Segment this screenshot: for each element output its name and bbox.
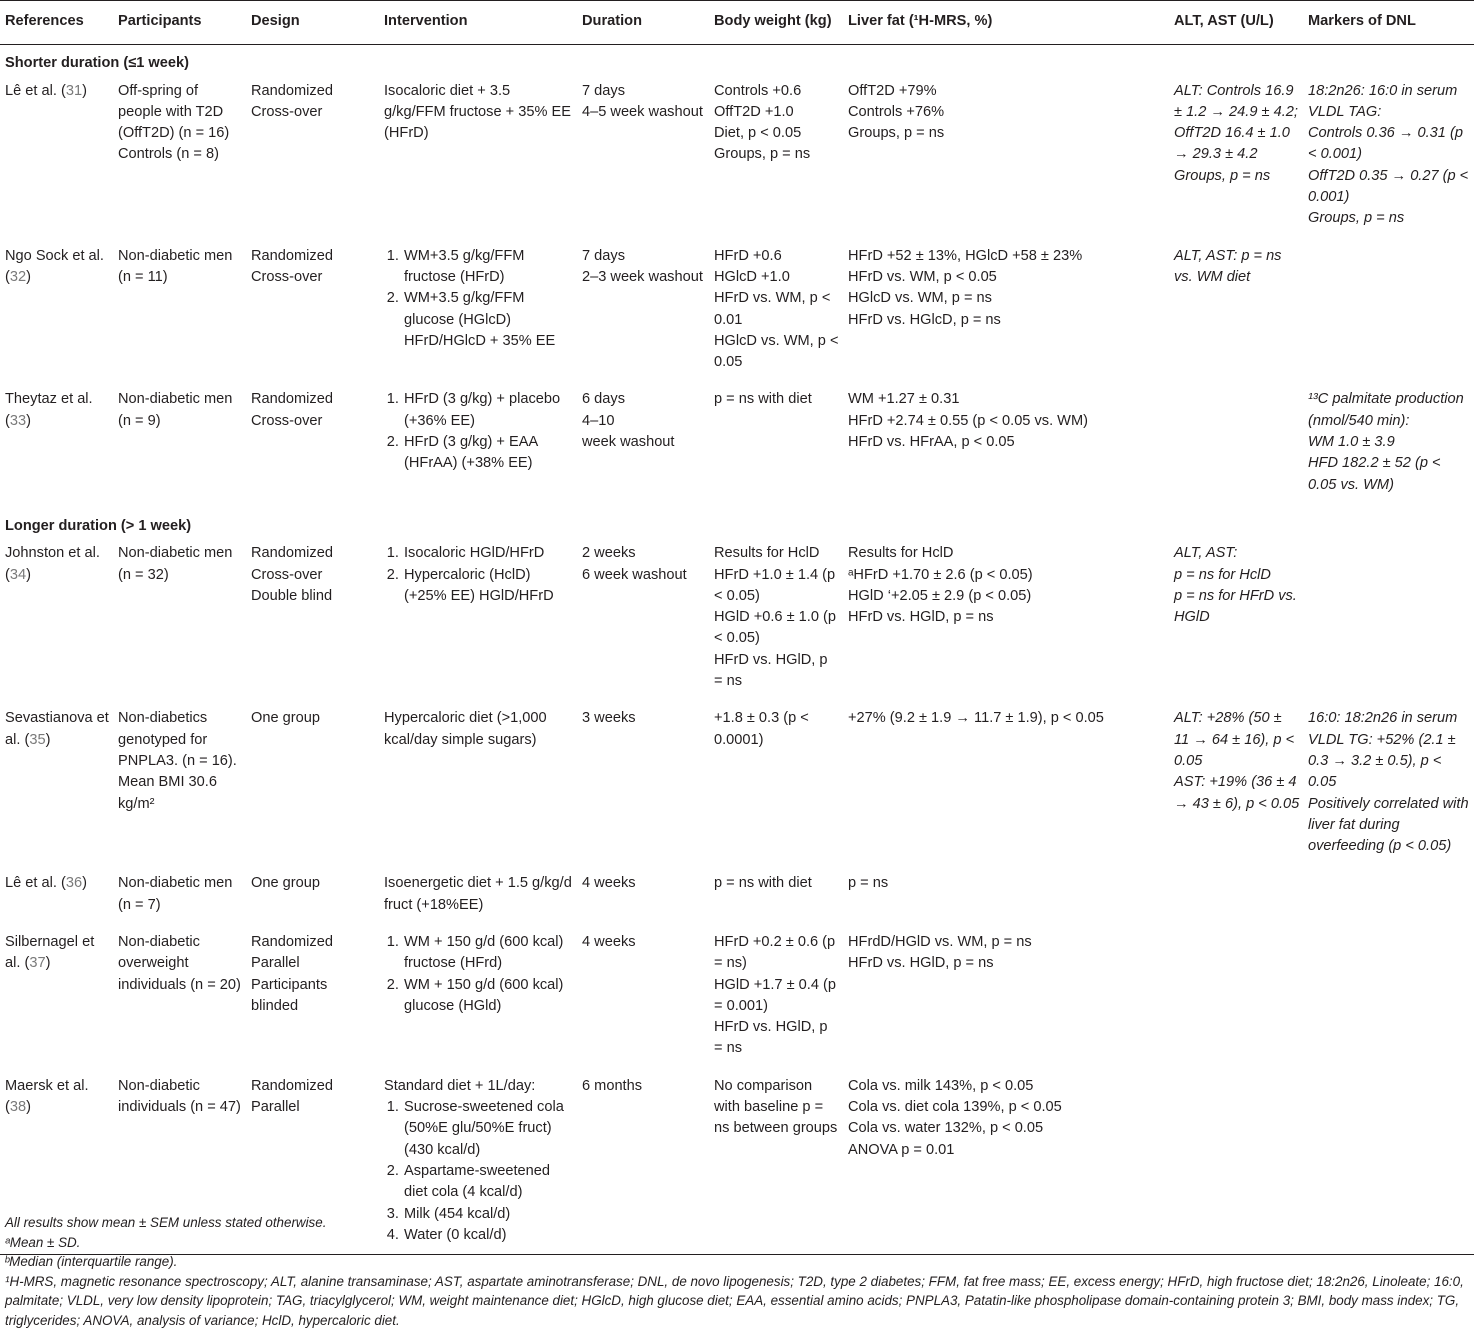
body-weight-line: OffT2D +1.0 [714, 103, 794, 120]
body-weight-line: Controls +0.6 [714, 82, 802, 99]
dnl-lines [1308, 708, 1471, 857]
liver-fat-line: Cola vs. diet cola 139%, p < 0.05 [848, 1099, 1062, 1116]
dnl-line: OffT2D 0.35 → 0.27 (p < 0.001) [1308, 167, 1469, 206]
intervention-lines [384, 708, 574, 751]
reference-close: ) [45, 955, 51, 972]
body-weight-lines [714, 873, 840, 894]
design-lines [251, 389, 376, 432]
duration-lines [582, 81, 706, 124]
intervention-arm: 2. HFrD (3 g/kg) + EAA (HFrAA) (+38% EE) [403, 432, 574, 475]
reference-close: ) [82, 82, 87, 99]
dnl-line: 16:0: 18:2n26 in serum VLDL TG: +52% (2.1 ± 0.3 → 3.2 ± 0.5), p < 0.05 [1308, 710, 1458, 791]
intervention-line: Isoenergetic diet + 1.5 g/kg/d fruct (+18%EE) [384, 875, 572, 913]
intervention-line: Standard diet + 1L/day: [384, 1077, 536, 1094]
alt-ast-lines [1174, 708, 1300, 814]
design-lines [251, 246, 376, 289]
intervention-arm: 1. HFrD (3 g/kg) + placebo (+36% EE) [403, 389, 574, 432]
reference-close: ) [26, 1099, 31, 1116]
duration-lines [582, 873, 706, 894]
reference-author: Lê et al. ( [5, 875, 66, 892]
design-line: Cross-over [251, 103, 323, 120]
duration-line: 4 weeks [582, 933, 636, 950]
duration-line: week washout [582, 434, 675, 451]
intervention-line: Hypercaloric diet (>1,000 kcal/day simple sugars) [384, 710, 547, 748]
liver-fat-line: OffT2D +79% [848, 82, 937, 99]
alt-ast-lines [1174, 543, 1300, 628]
cell-design [246, 385, 379, 507]
cell-duration [577, 869, 709, 928]
participants-line: Non-diabetic overweight individuals (n = 20) [118, 933, 241, 993]
cell-design [246, 869, 379, 928]
cell-participants [113, 242, 246, 386]
design-line: One group [251, 875, 320, 892]
design-line: Double blind [251, 587, 333, 604]
body-weight-line: Results for HclD [714, 545, 820, 562]
liver-fat-line: HFrD vs. WM, p < 0.05 [848, 268, 997, 285]
alt-ast-line: OffT2D 16.4 ± 1.0 → 29.3 ± 4.2 [1174, 125, 1290, 163]
intervention-list [384, 543, 574, 607]
header-duration: Duration [577, 1, 709, 45]
duration-line: 6 days [582, 391, 625, 408]
liver-fat-line: HFrD vs. HGlD, p = ns [848, 609, 994, 626]
cell-intervention [379, 539, 577, 704]
header-design: Design [246, 1, 379, 45]
reference-close: ) [26, 412, 31, 429]
table-row [0, 385, 1474, 507]
intervention-lines [384, 873, 574, 916]
reference-author: Ngo Sock et al. ( [5, 247, 104, 285]
participants-line: Non-diabetic men (n = 9) [118, 391, 233, 429]
alt-ast-line: Groups, p = ns [1174, 167, 1271, 184]
design-line: Randomized [251, 933, 333, 950]
intervention-arm: 1. WM+3.5 g/kg/FFM fructose (HFrD) [403, 246, 574, 289]
dnl-lines [1308, 81, 1471, 230]
table-row [0, 242, 1474, 386]
table-row [0, 928, 1474, 1072]
body-weight-line: HFrD vs. HGlD, p = ns [714, 651, 828, 690]
body-weight-lines [714, 389, 840, 410]
intervention-arm: 2. WM + 150 g/d (600 kcal) glucose (HGld) [403, 975, 574, 1018]
intervention-arm: 4. Water (0 kcal/d) [403, 1225, 574, 1246]
liver-fat-line: Cola vs. water 132%, p < 0.05 [848, 1120, 1044, 1137]
cell-liver-fat [843, 77, 1169, 242]
duration-line: 4–10 [582, 412, 615, 429]
reference-author: Lê et al. ( [5, 82, 66, 99]
table-body [0, 45, 1474, 1255]
participants-line: Non-diabetic men (n = 7) [118, 875, 233, 913]
footnote-abbreviations: ¹H-MRS, magnetic resonance spectroscopy; ALT, alanine transaminase; AST, aspartate aminotransferase; DNL, de novo lipogenesis; T2D, type 2 diabetes; FFM, fat free mass; EE, excess energy; HFrD, high fructose diet; 18:2n26, Linoleate; 16:0, palmitate; VLDL, very low density lipoprotein; TAG, triacylglycerol; WM, weight maintenance diet; HGlcD, high glucose diet; EAA, essential amino acids; PNPLA3, Patatin-like phospholipase domain-containing protein 3; BMI, body mass index; TG, triglycerides; ANOVA, analysis of variance; HclD, hypercaloric diet. [5, 1273, 1464, 1328]
intervention-arm: 2. WM+3.5 g/kg/FFM glucose (HGlcD) HFrD/HGlcD + 35% EE [403, 288, 574, 352]
participants-lines [118, 246, 243, 289]
design-lines [251, 873, 376, 894]
participants-line: Off-spring of people with T2D (OffT2D) (n = 16) [118, 82, 230, 142]
intervention-list [384, 932, 574, 1017]
participants-lines [118, 389, 243, 432]
cell-intervention [379, 77, 577, 242]
duration-lines [582, 543, 706, 586]
body-weight-line: No comparison with baseline p = ns between groups [714, 1077, 838, 1137]
design-line: Parallel [251, 955, 300, 972]
alt-ast-line: ALT: +28% (50 ± 11 → 64 ± 16), p < 0.05 [1174, 710, 1295, 769]
cell-liver-fat [843, 928, 1169, 1072]
dnl-line: Positively correlated with liver fat during overfeeding (p < 0.05) [1308, 795, 1469, 855]
liver-fat-line: p = ns [848, 875, 889, 892]
liver-fat-lines [848, 81, 1166, 145]
body-weight-lines [714, 708, 840, 751]
reference-number: 34 [9, 566, 27, 583]
body-weight-lines [714, 246, 840, 374]
duration-line: 2–3 week washout [582, 268, 703, 285]
body-weight-line: HGlD +0.6 ± 1.0 (p < 0.05) [714, 609, 836, 647]
dnl-lines [1308, 389, 1471, 495]
duration-lines [582, 1076, 706, 1097]
cell-participants [113, 539, 246, 704]
cell-duration [577, 928, 709, 1072]
participants-lines [118, 543, 243, 586]
liver-fat-line: Groups, p = ns [848, 125, 945, 142]
duration-line: 7 days [582, 247, 625, 264]
intervention-lines [384, 81, 574, 145]
section-title: Longer duration (> 1 week) [5, 517, 192, 534]
table-footnotes [5, 1213, 1467, 1331]
cell-liver-fat [843, 539, 1169, 704]
reference-close: ) [82, 875, 87, 892]
cell-duration [577, 539, 709, 704]
duration-line: 4 weeks [582, 875, 636, 892]
footnote-mean-sd: ᵃMean ± SD. [5, 1234, 81, 1250]
dnl-line: WM 1.0 ± 3.9 [1308, 434, 1395, 451]
duration-line: 6 week washout [582, 566, 687, 583]
cell-alt-ast [1169, 869, 1303, 928]
duration-lines [582, 708, 706, 729]
cell-duration [577, 242, 709, 386]
cell-duration [577, 704, 709, 869]
body-weight-line: p = ns with diet [714, 875, 812, 892]
header-liver-fat: Liver fat (¹H-MRS, %) [843, 1, 1169, 45]
cell-participants [113, 385, 246, 507]
cell-alt-ast [1169, 704, 1303, 869]
cell-reference [0, 539, 113, 704]
design-line: Randomized [251, 545, 333, 562]
cell-reference [0, 928, 113, 1072]
liver-fat-line: HFrdD/HGlD vs. WM, p = ns [848, 933, 1032, 950]
alt-ast-lines [1174, 246, 1300, 289]
liver-fat-line: HFrD vs. HFrAA, p < 0.05 [848, 434, 1015, 451]
cell-alt-ast [1169, 77, 1303, 242]
body-weight-line: HFrD vs. WM, p < 0.01 [714, 290, 831, 328]
dnl-line: Groups, p = ns [1308, 210, 1405, 227]
alt-ast-line: AST: +19% (36 ± 4 → 43 ± 6), p < 0.05 [1174, 774, 1300, 812]
duration-line: 7 days [582, 82, 625, 99]
header-alt-ast: ALT, AST (U/L) [1169, 1, 1303, 45]
liver-fat-lines [848, 873, 1166, 894]
cell-intervention [379, 869, 577, 928]
cell-design [246, 704, 379, 869]
liver-fat-lines [848, 246, 1166, 331]
reference-close: ) [26, 268, 31, 285]
liver-fat-lines [848, 389, 1166, 453]
participants-line: Non-diabetic men (n = 11) [118, 247, 233, 285]
cell-body-weight [709, 77, 843, 242]
reference-author: Theytaz et al. ( [5, 391, 93, 429]
reference-number: 31 [65, 82, 83, 99]
cell-participants [113, 928, 246, 1072]
section-row [0, 45, 1474, 77]
header-participants: Participants [113, 1, 246, 45]
duration-lines [582, 932, 706, 953]
alt-ast-lines [1174, 81, 1300, 187]
table-row [0, 704, 1474, 869]
body-weight-line: Groups, p = ns [714, 146, 811, 163]
table-row [0, 539, 1474, 704]
body-weight-lines [714, 81, 840, 166]
reference-number: 32 [9, 268, 27, 285]
reference-number: 36 [65, 875, 83, 892]
reference-author: Maersk et al. ( [5, 1077, 89, 1116]
design-line: Participants blinded [251, 976, 328, 1014]
participants-lines [118, 1076, 243, 1119]
design-lines [251, 932, 376, 1017]
intervention-arm: 2. Aspartame-sweetened diet cola (4 kcal/d) [403, 1161, 574, 1204]
body-weight-line: HFrD +0.2 ± 0.6 (p = ns) [714, 933, 836, 972]
table-row [0, 869, 1474, 928]
body-weight-line: +1.8 ± 0.3 (p < 0.0001) [714, 710, 809, 748]
liver-fat-lines [848, 1076, 1166, 1161]
alt-ast-line: p = ns for HclD [1174, 566, 1271, 583]
body-weight-line: HFrD vs. HGlD, p = ns [714, 1019, 828, 1057]
body-weight-line: HGlD +1.7 ± 0.4 (p = 0.001) [714, 976, 836, 1014]
body-weight-lines [714, 932, 840, 1060]
reference-number: 37 [29, 955, 46, 972]
design-line: One group [251, 710, 320, 727]
dnl-line: ¹³C palmitate production (nmol/540 min): [1308, 391, 1464, 429]
intervention-arm: 1. Sucrose-sweetened cola (50%E glu/50%E fruct) (430 kcal/d) [403, 1097, 574, 1161]
dnl-line: HFD 182.2 ± 52 (p < 0.05 vs. WM) [1308, 455, 1441, 493]
cell-alt-ast [1169, 928, 1303, 1072]
liver-fat-line: ANOVA p = 0.01 [848, 1141, 955, 1158]
body-weight-lines [714, 1076, 840, 1140]
cell-dnl [1303, 77, 1474, 242]
body-weight-lines [714, 543, 840, 692]
header-row [0, 1, 1474, 45]
liver-fat-line: +27% (9.2 ± 1.9 → 11.7 ± 1.9), p < 0.05 [848, 710, 1104, 727]
liver-fat-lines [848, 543, 1166, 628]
cell-body-weight [709, 242, 843, 386]
intervention-arm: 1. WM + 150 g/d (600 kcal) fructose (HFrd) [403, 932, 574, 975]
cell-dnl [1303, 242, 1474, 386]
cell-body-weight [709, 385, 843, 507]
cell-intervention [379, 385, 577, 507]
section-title: Shorter duration (≤1 week) [5, 55, 189, 72]
cell-design [246, 928, 379, 1072]
intervention-arm: 3. Milk (454 kcal/d) [403, 1204, 574, 1225]
design-line: Randomized [251, 247, 333, 264]
design-lines [251, 81, 376, 124]
liver-fat-line: HGlcD vs. WM, p = ns [848, 290, 992, 307]
intervention-list [384, 389, 574, 474]
duration-lines [582, 389, 706, 453]
alt-ast-line: p = ns for HFrD vs. HGlD [1174, 587, 1297, 626]
cell-duration [577, 77, 709, 242]
participants-lines [118, 81, 243, 166]
design-line: Randomized [251, 82, 333, 99]
reference-close: ) [45, 731, 51, 748]
cell-participants [113, 77, 246, 242]
body-weight-line: HFrD +0.6 [714, 247, 782, 264]
duration-line: 2 weeks [582, 545, 636, 562]
liver-fat-line: ᵃHFrD +1.70 ± 2.6 (p < 0.05) [848, 566, 1033, 583]
intervention-list [384, 246, 574, 352]
section-row [0, 508, 1474, 539]
body-weight-line: HFrD +1.0 ± 1.4 (p < 0.05) [714, 566, 836, 604]
liver-fat-lines [848, 708, 1166, 729]
header-dnl-markers: Markers of DNL [1303, 1, 1474, 45]
header-intervention: Intervention [379, 1, 577, 45]
cell-dnl [1303, 928, 1474, 1072]
intervention-arm: 1. Isocaloric HGlD/HFrD [403, 543, 574, 564]
duration-lines [582, 246, 706, 289]
cell-liver-fat [843, 242, 1169, 386]
reference-number: 33 [9, 412, 27, 429]
cell-intervention [379, 704, 577, 869]
body-weight-line: HGlcD vs. WM, p < 0.05 [714, 332, 839, 371]
cell-body-weight [709, 704, 843, 869]
alt-ast-line: ALT, AST: p = ns vs. WM diet [1174, 247, 1282, 285]
cell-reference [0, 869, 113, 928]
cell-design [246, 242, 379, 386]
design-line: Cross-over [251, 566, 323, 583]
cell-design [246, 539, 379, 704]
body-weight-line: p = ns with diet [714, 391, 812, 408]
participants-lines [118, 708, 243, 814]
design-line: Randomized [251, 391, 333, 408]
reference-author: Sevastianova et al. ( [5, 710, 109, 748]
cell-alt-ast [1169, 385, 1303, 507]
liver-fat-lines [848, 932, 1166, 975]
header-body-weight: Body weight (kg) [709, 1, 843, 45]
duration-line: 6 months [582, 1077, 643, 1094]
cell-dnl [1303, 869, 1474, 928]
cell-participants [113, 704, 246, 869]
cell-reference [0, 385, 113, 507]
design-lines [251, 1076, 376, 1119]
reference-close: ) [26, 566, 31, 583]
duration-line: 4–5 week washout [582, 103, 703, 120]
cell-intervention [379, 928, 577, 1072]
liver-fat-line: HGlD ‘+2.05 ± 2.9 (p < 0.05) [848, 587, 1032, 604]
intervention-line: Isocaloric diet + 3.5 g/kg/FFM fructose + 35% EE (HFrD) [384, 82, 571, 142]
cell-design [246, 77, 379, 242]
design-lines [251, 708, 376, 729]
dnl-line: Controls 0.36 → 0.31 (p < 0.001) [1308, 125, 1463, 163]
cell-body-weight [709, 928, 843, 1072]
alt-ast-line: ALT: Controls 16.9 ± 1.2 → 24.9 ± 4.2; [1174, 82, 1298, 120]
cell-body-weight [709, 869, 843, 928]
footnote-sem: All results show mean ± SEM unless stated otherwise. [5, 1215, 327, 1230]
cell-participants [113, 869, 246, 928]
liver-fat-line: WM +1.27 ± 0.31 [848, 391, 960, 408]
participants-line: Non-diabetics genotyped for PNPLA3. (n = 16). Mean BMI 30.6 kg/m² [118, 710, 237, 812]
cell-duration [577, 385, 709, 507]
liver-fat-line: HFrD vs. HGlD, p = ns [848, 955, 994, 972]
design-line: Parallel [251, 1099, 300, 1116]
participants-lines [118, 873, 243, 916]
alt-ast-line: ALT, AST: [1174, 545, 1238, 562]
cell-alt-ast [1169, 242, 1303, 386]
liver-fat-line: HFrD +2.74 ± 0.55 (p < 0.05 vs. WM) [848, 412, 1088, 429]
design-line: Cross-over [251, 268, 323, 285]
cell-reference [0, 77, 113, 242]
participants-lines [118, 932, 243, 996]
duration-line: 3 weeks [582, 710, 636, 727]
body-weight-line: Diet, p < 0.05 [714, 125, 802, 142]
cell-alt-ast [1169, 539, 1303, 704]
participants-line: Non-diabetic individuals (n = 47) [118, 1077, 241, 1116]
cell-reference [0, 704, 113, 869]
cell-body-weight [709, 539, 843, 704]
participants-line: Controls (n = 8) [118, 146, 219, 163]
cell-intervention [379, 242, 577, 386]
cell-liver-fat [843, 704, 1169, 869]
liver-fat-line: Cola vs. milk 143%, p < 0.05 [848, 1077, 1034, 1094]
cell-liver-fat [843, 385, 1169, 507]
dnl-line: 18:2n26: 16:0 in serum VLDL TAG: [1308, 82, 1458, 120]
liver-fat-line: HFrD vs. HGlcD, p = ns [848, 311, 1001, 328]
reference-author: Silbernagel et al. ( [5, 933, 95, 972]
cell-dnl [1303, 385, 1474, 507]
header-references: References [0, 1, 113, 45]
cell-dnl [1303, 704, 1474, 869]
intervention-lines [384, 1076, 574, 1097]
design-line: Randomized [251, 1077, 333, 1094]
design-line: Cross-over [251, 412, 323, 429]
cell-reference [0, 242, 113, 386]
table-row [0, 77, 1474, 242]
footnote-median: ᵇMedian (interquartile range). [5, 1254, 178, 1270]
participants-line: Non-diabetic men (n = 32) [118, 545, 233, 583]
design-lines [251, 543, 376, 607]
liver-fat-line: Results for HclD [848, 545, 954, 562]
liver-fat-line: HFrD +52 ± 13%, HGlcD +58 ± 23% [848, 247, 1083, 264]
reference-author: Johnston et al. ( [5, 545, 100, 583]
liver-fat-line: Controls +76% [848, 103, 945, 120]
reference-number: 38 [9, 1099, 27, 1116]
cell-dnl [1303, 539, 1474, 704]
intervention-arm: 2. Hypercaloric (HclD) (+25% EE) HGlD/HFrD [403, 565, 574, 608]
body-weight-line: HGlcD +1.0 [714, 268, 790, 285]
reference-number: 35 [29, 731, 46, 748]
cell-liver-fat [843, 869, 1169, 928]
